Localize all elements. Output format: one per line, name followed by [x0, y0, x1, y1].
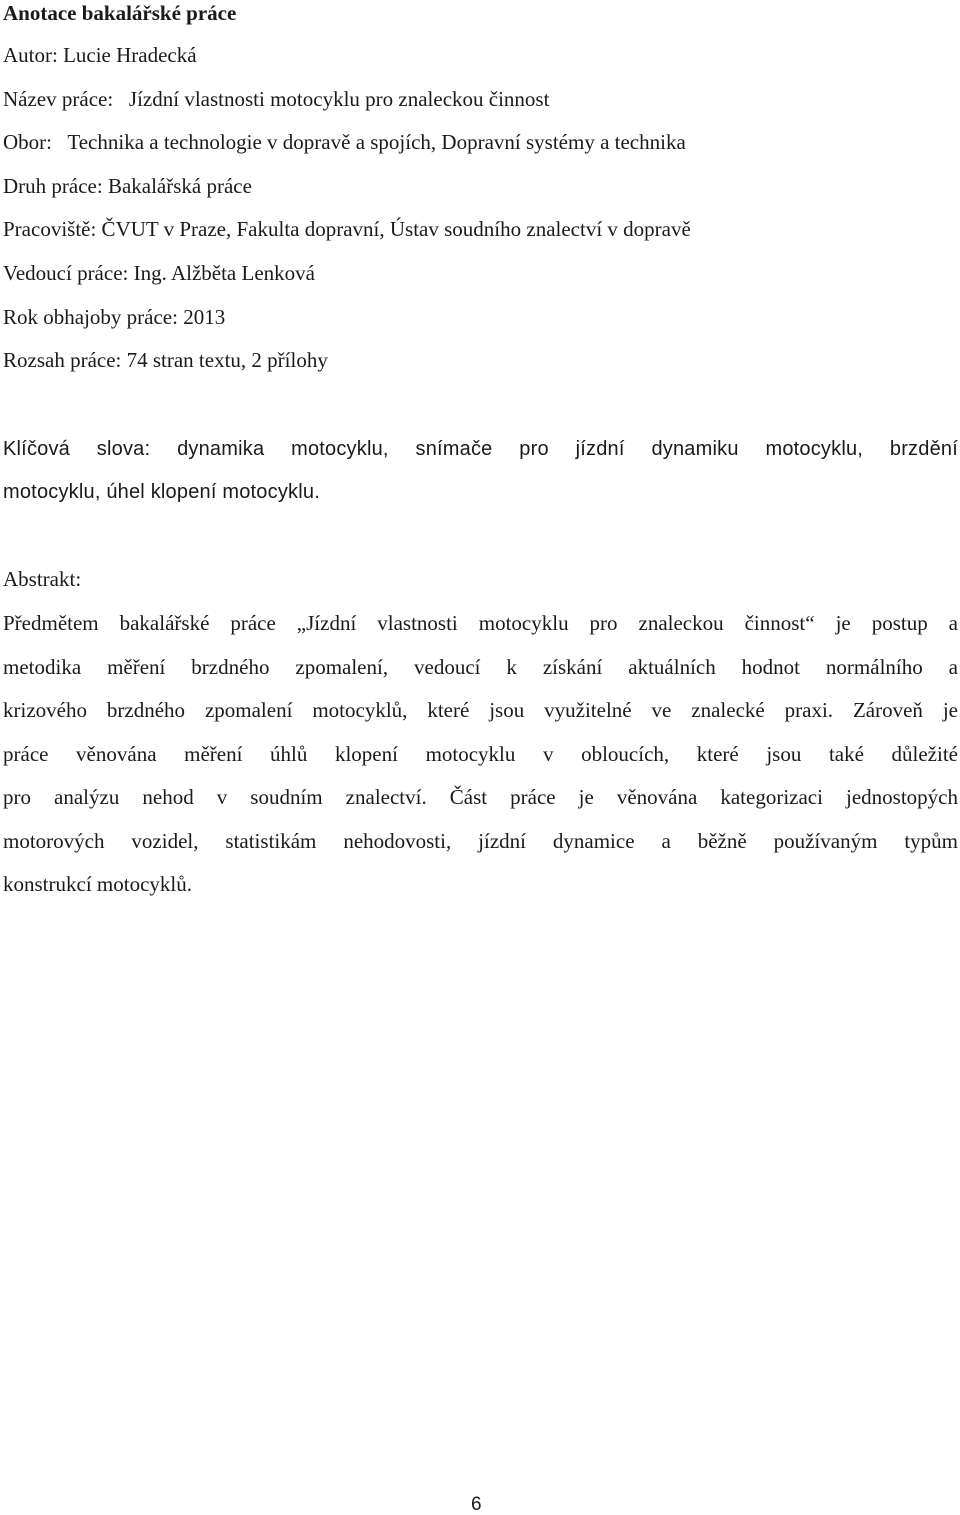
author-line: Autor: Lucie Hradecká [3, 43, 197, 67]
workplace-line: Pracoviště: ČVUT v Praze, Fakulta dopravní, Ústav soudního znalectví v dopravě [3, 217, 691, 241]
abstract-line: metodika měření brzdného zpomalení, vedoucí k získání aktuálních hodnot normálního a [3, 654, 958, 679]
abstract-paragraph [3, 610, 958, 915]
thesis-title-label: Název práce: [3, 87, 114, 111]
thesis-type-line: Druh práce: Bakalářská práce [3, 174, 252, 198]
thesis-title-line [3, 86, 549, 112]
page-number: 6 [471, 1494, 482, 1515]
keywords-line: motocyklu, úhel klopení motocyklu. [3, 481, 320, 503]
field-line: Obor: Technika a technologie v dopravě a spojích, Dopravní systémy a technika [3, 130, 686, 154]
scope-line: Rozsah práce: 74 stran textu, 2 přílohy [3, 348, 328, 372]
keywords-paragraph [3, 436, 958, 522]
abstract-line: motorových vozidel, statistikám nehodovosti, jízdní dynamice a běžně používaným typům [3, 828, 958, 853]
supervisor-line: Vedoucí práce: Ing. Alžběta Lenková [3, 261, 315, 285]
abstract-line: pro analýzu nehod v soudním znalectví. Část práce je věnována kategorizaci jednostopých [3, 785, 958, 809]
abstract-line: práce věnována měření úhlů klopení motocyklu v obloucích, které jsou také důležité [3, 741, 958, 766]
defense-year-line: Rok obhajoby práce: 2013 [3, 305, 226, 329]
thesis-title-value: Jízdní vlastnosti motocyklu pro znaleckou činnost [128, 87, 550, 111]
abstract-line: Předmětem bakalářské práce „Jízdní vlastnosti motocyklu pro znaleckou činnost“ je postup a [3, 611, 958, 635]
keywords-line: Klíčová slova: dynamika motocyklu, snímače pro jízdní dynamiku motocyklu, brzdění [3, 438, 958, 460]
abstract-label: Abstrakt: [3, 567, 82, 591]
abstract-line: konstrukcí motocyklů. [3, 872, 192, 896]
annotation-heading: Anotace bakalářské práce [3, 1, 237, 25]
abstract-line: krizového brzdného zpomalení motocyklů, které jsou využitelné ve znalecké praxi. Zároveň je [3, 698, 958, 722]
